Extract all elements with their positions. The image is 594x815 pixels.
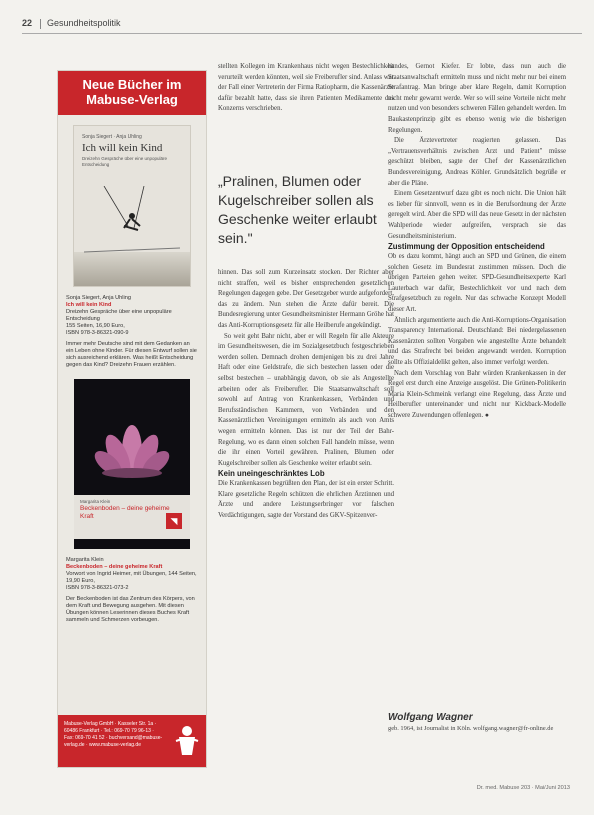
cover-subtitle: Dreizehn Gespräche über eine unpopuläre Entscheidung bbox=[82, 156, 168, 167]
book2-author: Margarita Klein bbox=[66, 557, 104, 563]
subheading: Kein uneingeschränktes Lob bbox=[218, 469, 325, 479]
publisher-ad bbox=[57, 70, 207, 768]
section-title: Gesundheitspolitik bbox=[47, 18, 121, 28]
publisher-badge-icon: ◥ bbox=[166, 513, 182, 529]
publisher-contact[interactable]: Mabuse-Verlag GmbH · Kasseler Str. 1a · 60486 Frankfurt · Tel.: 069-70 79 96-13 · Fax: 069-70 41 52 · buchversand@mabuse-verlag.de · www.mabuse-verlag.de bbox=[64, 721, 163, 748]
page-footer: Dr. med. Mabuse 203 · Mai/Juni 2013 bbox=[476, 785, 570, 791]
paragraph: Die Krankenkassen begrüßten den Plan, der ist ein erster Schritt. Klare gesetzliche Regeln schützen die ehrlichen Ärztinnen und Ärzte und andere Leistungserbringer vor falschen Verdächtigungen, sagte der Vorstand des GKV-Spitzenver- bbox=[218, 480, 394, 520]
book2-isbn: ISBN 978-3-86321-073-2 bbox=[66, 585, 129, 591]
book2-description bbox=[58, 557, 206, 624]
paragraph: Die Ärztevertreter reagierten gelassen. Das „Vertrauensverhältnis zwischen Arzt und Patient" müsse geschützt bleiben, sagte der Chef der Kassenärztlichen Bundesvereinigung, Andreas Köhler. Grundsätzlich begrüße er aber die Pläne. bbox=[388, 137, 566, 187]
article-column-1 bbox=[218, 268, 394, 522]
page-number: 22 bbox=[22, 18, 33, 28]
header-rule bbox=[22, 33, 582, 34]
ad-title: Neue Bücher im Mabuse-Verlag bbox=[58, 71, 206, 115]
mabuse-logo-icon bbox=[174, 723, 200, 757]
author-box bbox=[388, 712, 566, 734]
book1-blurb: Immer mehr Deutsche sind mit dem Gedanken an ein Leben ohne Kinder. Für diesen Entwurf sollen sie sich ausreichend erklären. Was heißt Entscheidung gegen das Kind? Dreizehn Frauen erzählen. bbox=[66, 341, 197, 368]
paragraph: bandes, Gernot Kiefer. Er lobte, dass nun auch die Staatsanwaltschaft ermitteln muss und nicht mehr nur bei einem Strafantrag. Man bringe aber klare Regeln, damit Korruption nicht mehr gewarnt werde. Wer so will seine Vorteile nicht mehr nutzen und von besonders schweren Fällen gehandelt werden. Im Baukastenprinzip gibt es ebenso wenig wie die bisherigen Regelungen. bbox=[388, 63, 566, 134]
book1-title: Ich will kein Kind bbox=[66, 302, 112, 308]
paragraph: Ob es dazu kommt, hängt auch an SPD und Grünen, die einem solchen Gesetz im Bundesrat zustimmen müssen. Doch die übrigen Parteien gehen weiter. SPD-Gesundheitsexperte Karl Lauterbach war dafür, Bestechlichkeit vor und nach dem Strafgesetzbuch zu regeln. Nur das schwache Konzept Modell dieser Art. bbox=[388, 253, 566, 314]
header-divider bbox=[40, 19, 41, 29]
ad-footer bbox=[58, 715, 206, 767]
cover-title: Ich will kein Kind bbox=[82, 142, 163, 154]
book2-meta: Vorwort von Ingrid Heimer, mit Übungen, 144 Seiten, 19,90 Euro, bbox=[66, 571, 197, 584]
cover-author: Sonja Siegert · Anja Uhling bbox=[82, 134, 142, 140]
paragraph: So weit geht Bahr nicht, aber er will Regeln für alle Akteure im Gesundheitswesen, die im Sozialgesetzbuch festgeschrieben werden sollen. Demnach drohen demjenigen bis zu drei Jahre Haft oder eine Geldstrafe, die sich bestechen lassen oder die selbst bestechen – unabhängig davon, ob sie als Angestellte arbeiten oder als Freiberufler. Die Staatsanwaltschaft soll sowohl auf Antrag von Krankenkassen, Verbänden und Berufsständischen Kammern, von Verbänden und den Kassenärztlichen Vereinigungen ermitteln als auch von Amts wegen ermitteln können. Das ist nur der Teil der Bahr-Regelung, wo es dann einen solchen Fall handeln müsse, wenn die ihr einen Vorteil gewähren. Pralinen, Blumen oder Kugelschreiber sollen als Geschenke weiter erlaubt sein. bbox=[218, 332, 394, 467]
book-cover-ich-will-kein-kind[interactable] bbox=[73, 125, 191, 287]
book1-description bbox=[58, 295, 206, 369]
article-column-1-top bbox=[218, 62, 394, 115]
swing-illustration-icon bbox=[84, 186, 180, 256]
page-header bbox=[22, 18, 572, 32]
book1-meta: 155 Seiten, 16,90 Euro, bbox=[66, 323, 125, 329]
subheading: Zustimmung der Opposition entscheidend bbox=[388, 242, 545, 252]
book1-author: Sonja Siegert, Anja Uhling bbox=[66, 295, 131, 301]
pull-quote: „Pralinen, Blumen oder Kugelschreiber sollen als Geschenke weiter erlaubt sein." bbox=[218, 173, 377, 246]
paragraph: hinnen. Das soll zum Kurzeinsatz stocken. Der Richter aber nicht straffen, weil es bisher entsprechenden gesetzlichen Regelungen dagegen gebe. Der Gesetzgeber wurde aufgefordert, das zu ändern. Nun stehen die Ärzte dafür bereit. Die Bundesregierung unter Gesundheitsminister Hermann Gröhe hat das Anti-Korruptionsgesetz für alle Heilberufe angekündigt. bbox=[218, 269, 394, 329]
book1-subtitle: Dreizehn Gespräche über eine unpopuläre Entscheidung bbox=[66, 309, 172, 322]
cover-title: Beckenboden – deine geheime Kraft bbox=[80, 505, 170, 520]
lotus-flower-icon bbox=[92, 411, 172, 481]
author-name: Wolfgang Wagner bbox=[388, 712, 473, 723]
book2-blurb: Der Beckenboden ist das Zentrum des Körpers, von dem Kraft und Bewegung ausgehen. Mit diesen Übungen können Leserinnen dieses Buches Kraft sammeln und Schmerzen vorbeugen. bbox=[66, 596, 195, 623]
book1-isbn: ISBN 978-3-86321-090-9 bbox=[66, 330, 129, 336]
paragraph: Nach dem Vorschlag von Bahr würden Krankenkassen in der Regel erst durch eine Anzeige ausgelöst. Die Grünen-Politikerin Maria Klein-Schmeink verlangt eine Regelung, dass Ärzte und Heilberufler untereinander und nicht nur Kickback-Modelle schwere Zuwendungen offenlegen. ● bbox=[388, 369, 566, 419]
book2-title: Beckenboden – deine geheime Kraft bbox=[66, 564, 163, 570]
paragraph: Einem Gesetzentwurf dazu gibt es noch nicht. Die Union hält es lieber für sinnvoll, wenn es in die Berufsordnung der Ärzte geregelt wird. Aber die SPD will das neue Gesetz in der nächsten Wahlperiode wieder aufgreifen, versprach sie das Gesundheitsministerium. bbox=[388, 190, 566, 240]
author-bio[interactable]: geb. 1964, ist Journalist in Köln. wolfgang.wagner@fr-online.de bbox=[388, 725, 554, 732]
article-column-2 bbox=[388, 62, 566, 422]
cover-grass bbox=[74, 252, 190, 286]
cover-author: Margarita Klein bbox=[80, 499, 111, 504]
paragraph: Ähnlich argumentierte auch die Anti-Korruptions-Organisation Transparency International. Deutschland: Bei niedergelassenen Kassenärzten sollten Vorgaben wie angestellte Ärzte behandelt und das Strafrecht bei beiden angewandt werden. Korruption sollte als Offizialdelikt gelten, also immer verfolgt werden. bbox=[388, 316, 566, 367]
paragraph: stellten Kollegen im Krankenhaus nicht wegen Bestechlichkeit verurteilt werden könnten, weil sie Freiberufler sind. Anlass war der Fall einer Vertreterin der Firma Ratiopharm, die Kassenärzte dafür bezahlt hatte, dass sie ihren Patienten Medikamente des Konzerns verschrieben. bbox=[218, 63, 394, 113]
book-cover-beckenboden[interactable] bbox=[74, 379, 190, 549]
